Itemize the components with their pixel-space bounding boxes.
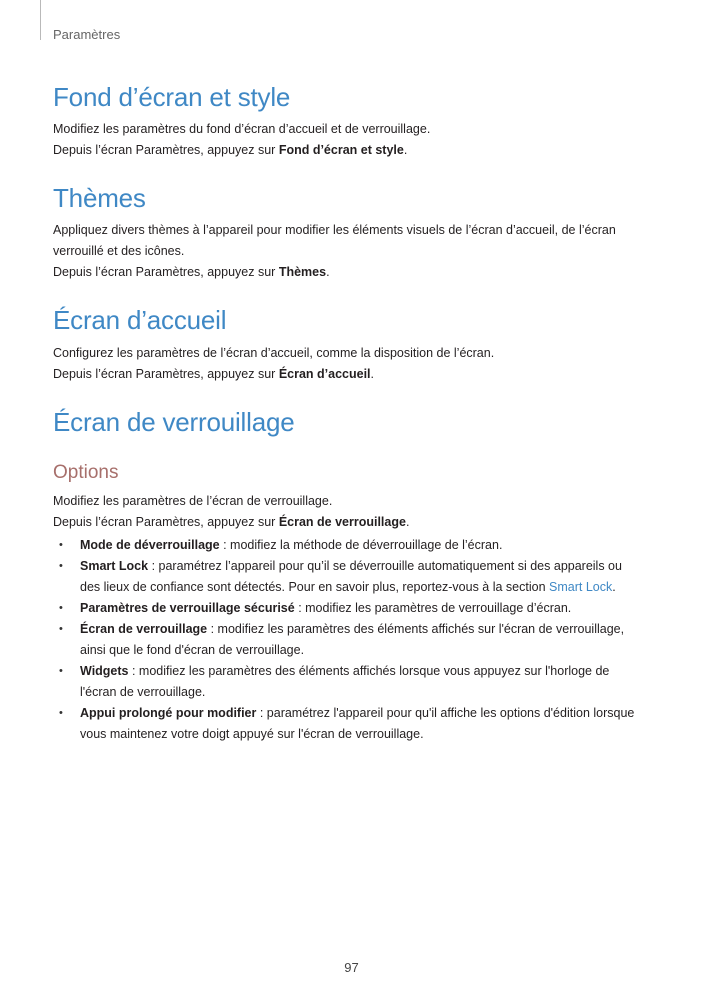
option-term: Appui prolongé pour modifier [80, 705, 257, 720]
page-number: 97 [344, 960, 359, 975]
path-ecran-verrouillage: Depuis l’écran Paramètres, appuyez sur Écran de verrouillage. [53, 514, 410, 529]
list-item: • Écran de verrouillage : modifiez les paramètres des éléments affichés sur l'écran de verrouillage, ainsi que le fond d'écran de verrouillage. [53, 619, 643, 661]
smart-lock-link[interactable]: Smart Lock [549, 579, 613, 594]
list-item: • Smart Lock : paramétrez l’appareil pour qu’il se déverrouille automatiquement si des appareils ou des lieux de confiance sont détectés. Pour en savoir plus, reportez-vous à la section Smart Lock. [53, 556, 643, 598]
path-themes: Depuis l’écran Paramètres, appuyez sur Thèmes. [53, 265, 330, 280]
desc-ecran-accueil: Configurez les paramètres de l’écran d’accueil, comme la disposition de l’écran. [53, 345, 495, 360]
option-term: Widgets [80, 663, 129, 678]
list-item: • Paramètres de verrouillage sécurisé : modifiez les paramètres de verrouillage d’écran. [53, 598, 643, 619]
menu-target: Écran d’accueil [278, 366, 371, 381]
option-term: Écran de verrouillage [80, 621, 208, 636]
option-term: Paramètres de verrouillage sécurisé [80, 600, 295, 615]
header-rule [40, 0, 41, 40]
option-term: Smart Lock [80, 558, 149, 573]
list-item: • Appui prolongé pour modifier : paramétrez l'appareil pour qu'il affiche les options d'édition lorsque vous maintenez votre doigt appuyé sur l'écran de verrouillage. [53, 703, 643, 745]
heading-ecran-verrouillage: Écran de verrouillage [53, 406, 295, 437]
menu-target: Thèmes [278, 265, 327, 280]
heading-ecran-accueil: Écran d’accueil [53, 305, 227, 336]
running-header: Paramètres [53, 27, 121, 42]
desc-themes: Appliquez divers thèmes à l’appareil pour modifier les éléments visuels de l’écran d’accueil, de l’écran verrouillé et des icônes. [53, 223, 616, 259]
menu-target: Fond d’écran et style [278, 143, 404, 158]
page-content [53, 82, 643, 745]
heading-fond-ecran: Fond d’écran et style [53, 82, 291, 112]
subheading-options: Options [53, 461, 119, 483]
desc-fond-ecran: Modifiez les paramètres du fond d’écran d’accueil et de verrouillage. [53, 122, 431, 137]
desc-ecran-verrouillage: Modifiez les paramètres de l’écran de verrouillage. [53, 493, 333, 508]
list-item: • Widgets : modifiez les paramètres des éléments affichés lorsque vous appuyez sur l'horloge de l'écran de verrouillage. [53, 661, 643, 703]
option-term: Mode de déverrouillage [80, 537, 220, 552]
path-ecran-accueil: Depuis l’écran Paramètres, appuyez sur Écran d’accueil. [53, 366, 375, 381]
path-fond-ecran: Depuis l’écran Paramètres, appuyez sur Fond d’écran et style. [53, 143, 408, 158]
options-list [53, 535, 643, 745]
list-item: • Mode de déverrouillage : modifiez la méthode de déverrouillage de l’écran. [53, 535, 643, 556]
menu-target: Écran de verrouillage [278, 514, 406, 529]
heading-themes: Thèmes [53, 183, 146, 214]
